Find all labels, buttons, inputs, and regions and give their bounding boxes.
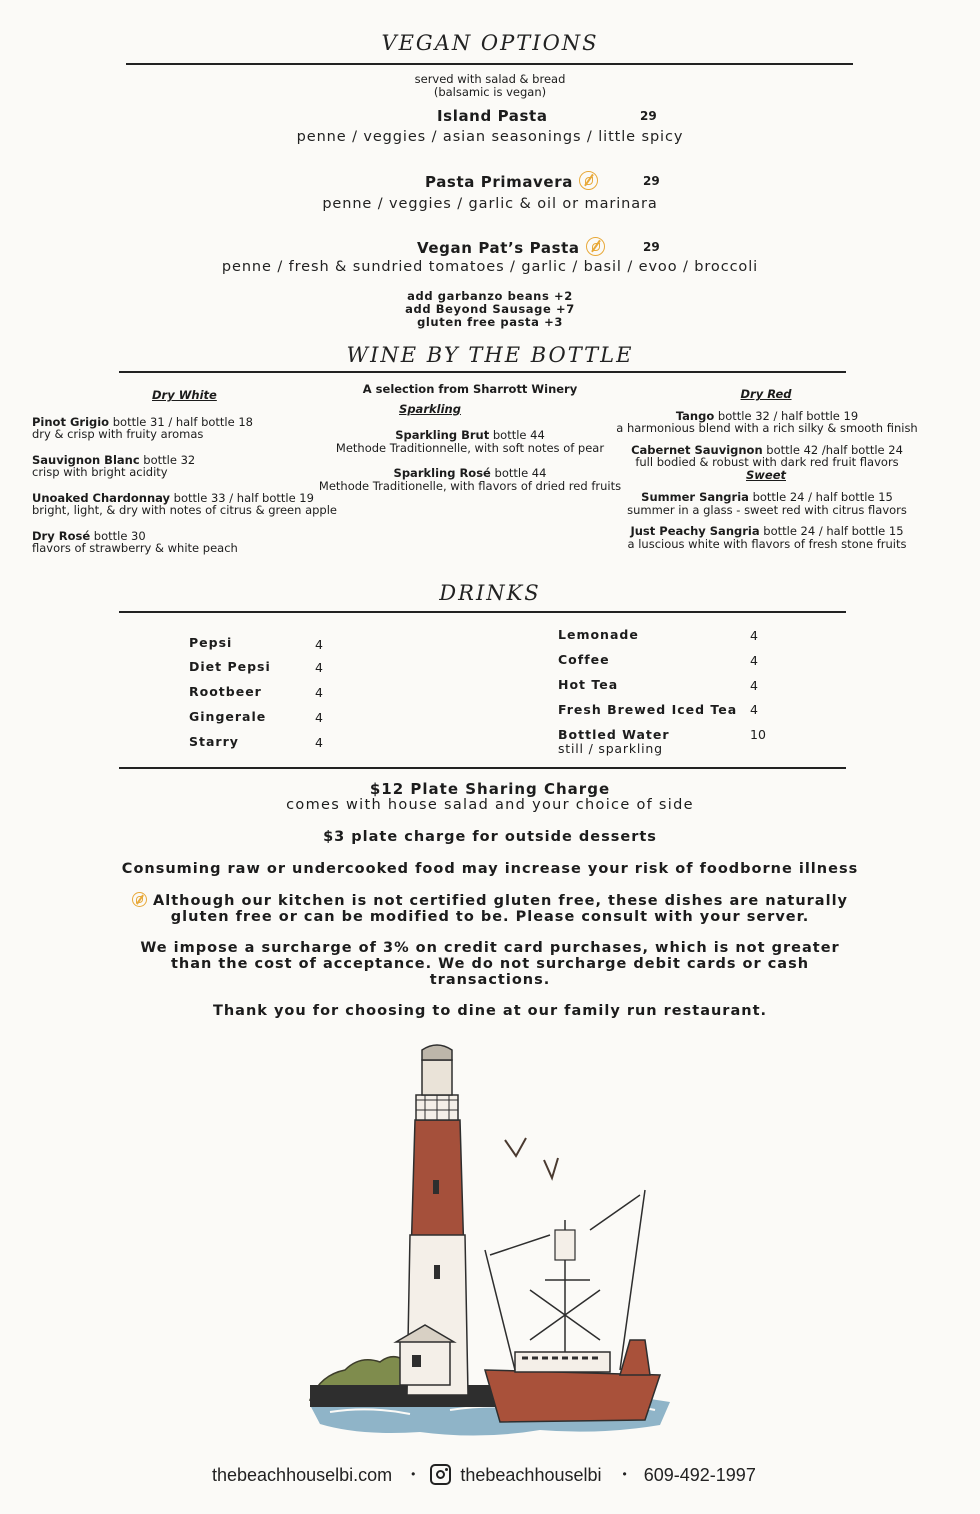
- wine-name: Sparkling Brut: [395, 428, 490, 442]
- wine-name: Dry Rosé: [32, 528, 91, 543]
- dish-desc-pasta-primavera: penne / veggies / garlic & oil or marinara: [322, 196, 658, 212]
- wine-desc: a harmonious blend with a rich silky & smooth finish: [616, 421, 918, 435]
- drinks-bottom-rule: [119, 767, 846, 769]
- wine-name: Pinot Grigio: [32, 414, 110, 429]
- drink-price-hot-tea: 4: [750, 678, 758, 693]
- bird-icon: [505, 1138, 526, 1156]
- wine-price: bottle 44: [489, 428, 545, 442]
- wine-desc: dry & crisp with fruity aromas: [32, 427, 204, 441]
- wine-price: bottle 31 / half bottle 18: [109, 414, 253, 429]
- drink-price-rootbeer: 4: [315, 685, 323, 700]
- wine-item: [310, 467, 630, 492]
- gluten-free-icon: [586, 237, 605, 256]
- dish-name-pasta-primavera-text: Pasta Primavera: [425, 173, 573, 191]
- vegan-served-line1: served with salad & bread: [414, 72, 566, 86]
- footer-instagram[interactable]: thebeachhouselbi: [460, 1465, 602, 1485]
- sharing-charge-title: $12 Plate Sharing Charge: [369, 780, 611, 798]
- surcharge-line1: We impose a surcharge of 3% on credit card purchases, which is not greater: [140, 940, 840, 956]
- dessert-charge: $3 plate charge for outside desserts: [323, 829, 657, 845]
- vegan-addons: [0, 290, 980, 329]
- wine-red-column: [612, 388, 922, 550]
- wine-price: bottle 42 /half bottle 24: [762, 442, 903, 457]
- vegan-title-rule: [126, 63, 853, 65]
- drink-name-rootbeer: Rootbeer: [189, 684, 262, 699]
- wine-item: [32, 416, 342, 441]
- wine-name: Summer Sangria: [641, 490, 749, 504]
- sharing-charge-sub: comes with house salad and your choice of side: [286, 797, 694, 813]
- dish-price-pasta-primavera: 29: [643, 174, 660, 188]
- wine-sweet-heading: Sweet: [745, 467, 786, 482]
- dish-price-island-pasta: 29: [640, 109, 657, 123]
- wine-item: [612, 525, 922, 550]
- addon-garbanzo: add garbanzo beans +2: [407, 289, 573, 303]
- wine-desc: full bodied & robust with dark red fruit flavors: [635, 455, 899, 469]
- drink-price-bottled-water: 10: [750, 727, 766, 742]
- drinks-title-rule: [119, 611, 846, 613]
- drink-sub-bottled-water: still / sparkling: [558, 741, 663, 756]
- wine-name: Just Peachy Sangria: [630, 524, 760, 538]
- drink-name-iced-tea: Fresh Brewed Iced Tea: [558, 702, 738, 717]
- gluten-free-note-line2: gluten free or can be modified to be. Please consult with your server.: [170, 909, 810, 925]
- wine-desc: summer in a glass - sweet red with citrus flavors: [627, 502, 907, 517]
- drink-price-diet-pepsi: 4: [315, 660, 323, 675]
- gluten-free-note: [0, 892, 980, 925]
- instagram-icon: [430, 1464, 451, 1485]
- wine-title-rule: [119, 371, 846, 373]
- dish-desc-island-pasta: penne / veggies / asian seasonings / little spicy: [296, 129, 684, 145]
- thank-you-note: Thank you for choosing to dine at our family run restaurant.: [212, 1003, 768, 1019]
- footer-contact: [212, 1464, 782, 1486]
- lighthouse-boat-illustration: [300, 1040, 680, 1450]
- drink-name-bottled-water: Bottled Water: [558, 727, 670, 742]
- dish-price-vegan-pats-pasta: 29: [643, 240, 660, 254]
- wine-sparkling-column: [310, 383, 630, 492]
- drinks-section-title: DRINKS: [439, 581, 541, 605]
- drink-name-starry: Starry: [189, 734, 239, 749]
- dish-name-pasta-primavera: [425, 171, 598, 191]
- addon-beyond-sausage: add Beyond Sausage +7: [405, 302, 575, 316]
- drink-price-gingerale: 4: [315, 710, 323, 725]
- surcharge-line2: than the cost of acceptance. We do not surcharge debit cards or cash: [170, 956, 810, 972]
- wine-desc: Methode Traditionelle, with flavors of dried red fruits: [318, 478, 622, 493]
- dish-name-vegan-pats-pasta: [417, 237, 605, 257]
- wine-item: [32, 454, 342, 479]
- vegan-section-title: VEGAN OPTIONS: [381, 31, 599, 55]
- drink-price-coffee: 4: [750, 653, 758, 668]
- wine-name: Sparkling Rosé: [393, 466, 491, 480]
- wine-price: bottle 32: [139, 452, 196, 467]
- drink-price-starry: 4: [315, 735, 323, 750]
- wine-price: bottle 32 / half bottle 19: [714, 408, 859, 423]
- drink-name-gingerale: Gingerale: [189, 709, 267, 724]
- wine-white-heading: Dry White: [152, 388, 217, 402]
- wine-price: bottle 33 / half bottle 19: [170, 490, 314, 505]
- surcharge-note: [0, 940, 980, 988]
- dish-name-vegan-pats-pasta-text: Vegan Pat’s Pasta: [417, 239, 580, 257]
- footer-phone[interactable]: 609-492-1997: [643, 1465, 756, 1485]
- gluten-free-note-line1: Although our kitchen is not certified gluten free, these dishes are naturally: [153, 893, 848, 909]
- dish-name-island-pasta: Island Pasta: [437, 107, 548, 125]
- bird-icon: [544, 1158, 558, 1178]
- dish-desc-vegan-pats-pasta: penne / fresh & sundried tomatoes / garlic / basil / evoo / broccoli: [221, 259, 759, 275]
- footer-bullet: •: [411, 1467, 416, 1481]
- wine-desc: crisp with bright acidity: [32, 465, 168, 479]
- drink-name-coffee: Coffee: [558, 652, 610, 667]
- surcharge-line3: transactions.: [429, 972, 551, 988]
- wine-item: [612, 444, 922, 469]
- drink-name-diet-pepsi: Diet Pepsi: [189, 659, 271, 674]
- gluten-free-icon: [132, 892, 147, 907]
- wine-desc: bright, light, & dry with notes of citrus & green apple: [32, 503, 337, 517]
- fishing-boat-hull: [485, 1370, 660, 1422]
- wine-item: [32, 530, 342, 555]
- footer-website[interactable]: thebeachhouselbi.com: [212, 1465, 393, 1485]
- keeper-house: [400, 1340, 450, 1385]
- wine-item: [612, 491, 922, 516]
- footer-bullet: •: [622, 1467, 627, 1481]
- drink-price-lemonade: 4: [750, 628, 758, 643]
- drink-name-pepsi: Pepsi: [189, 635, 233, 650]
- wine-item: [310, 429, 630, 454]
- wine-price: bottle 30: [90, 528, 146, 543]
- wine-price: bottle 24 / half bottle 15: [748, 490, 893, 504]
- wine-name: Cabernet Sauvignon: [631, 442, 763, 457]
- raw-food-warning: Consuming raw or undercooked food may increase your risk of foodborne illness: [121, 861, 859, 877]
- wine-desc: flavors of strawberry & white peach: [32, 541, 238, 555]
- addon-gluten-free-pasta: gluten free pasta +3: [417, 315, 563, 329]
- drink-price-iced-tea: 4: [750, 702, 758, 717]
- gluten-free-icon: [579, 171, 598, 190]
- drink-price-pepsi: 4: [315, 637, 323, 652]
- wine-price: bottle 24 / half bottle 15: [759, 524, 904, 538]
- wine-sparkling-intro: A selection from Sharrott Winery: [362, 382, 578, 396]
- wine-sparkling-heading: Sparkling: [399, 401, 461, 416]
- wine-desc: a luscious white with flavors of fresh stone fruits: [627, 536, 907, 551]
- vegan-served-note: [0, 73, 980, 99]
- wine-section-title: WINE BY THE BOTTLE: [346, 343, 634, 367]
- drink-name-hot-tea: Hot Tea: [558, 677, 619, 692]
- wine-desc: Methode Traditionnelle, with soft notes of pear: [335, 440, 605, 455]
- drink-name-lemonade: Lemonade: [558, 627, 639, 642]
- wine-item: [32, 492, 342, 517]
- wine-name: Tango: [675, 408, 715, 423]
- wine-name: Unoaked Chardonnay: [32, 490, 171, 505]
- vegan-served-line2: (balsamic is vegan): [433, 85, 547, 99]
- wine-red-heading: Dry Red: [740, 387, 792, 401]
- wine-name: Sauvignon Blanc: [32, 452, 140, 467]
- wine-item: [612, 410, 922, 435]
- wine-price: bottle 44: [490, 466, 547, 480]
